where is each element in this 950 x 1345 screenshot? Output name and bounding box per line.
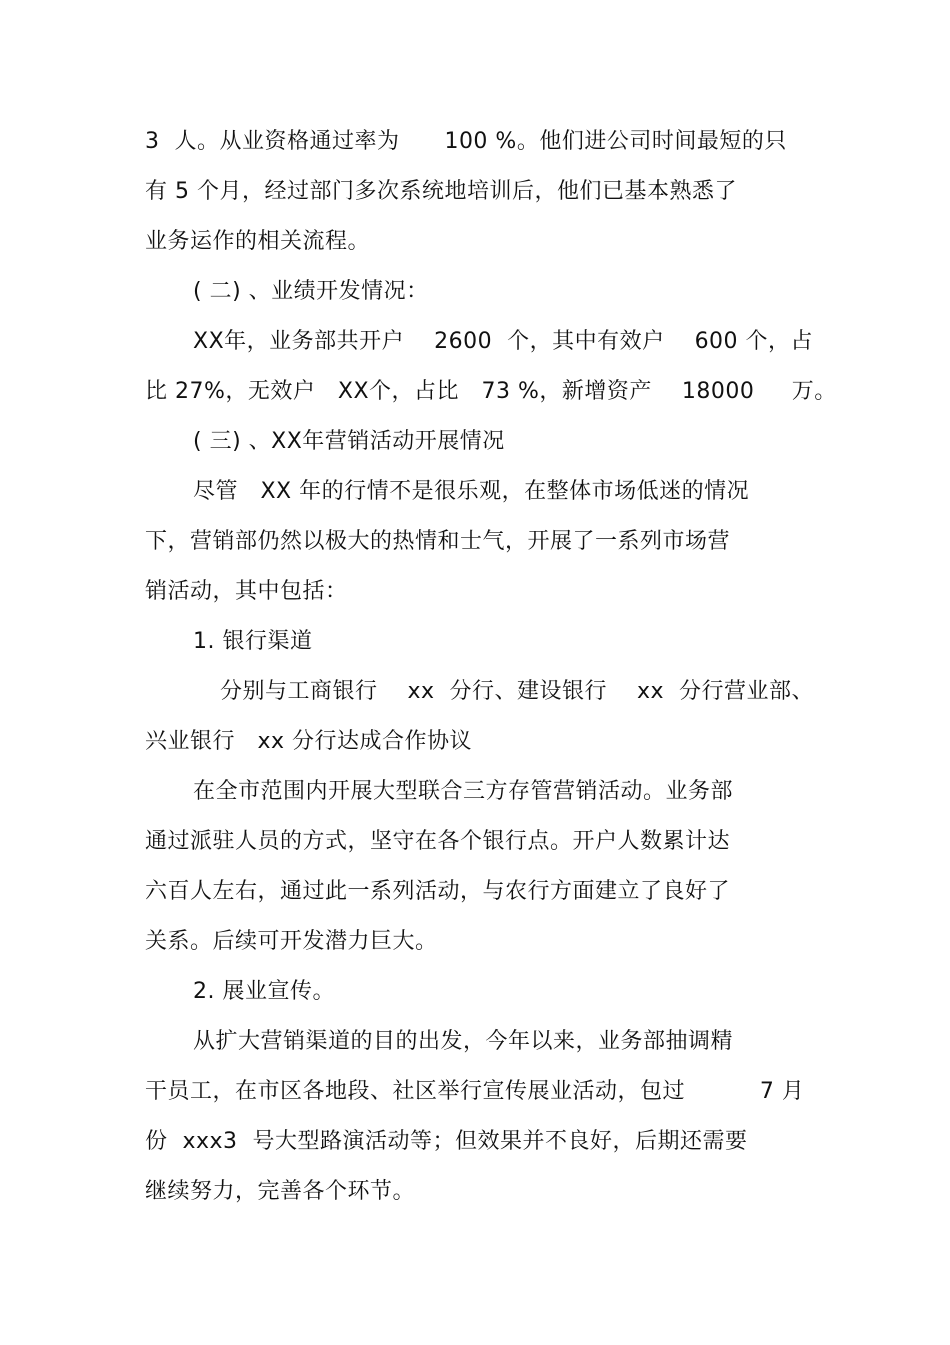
text-line: 业务运作的相关流程。 [145, 229, 371, 254]
text-line: 有 5 个月，经过部门多次系统地培训后，他们已基本熟悉了 [145, 179, 737, 204]
list-heading: 2. 展业宣传。 [193, 979, 335, 1004]
text-line: 在全市范围内开展大型联合三方存管营销活动。业务部 [193, 779, 734, 804]
text-line: 尽管 XX 年的行情不是很乐观，在整体市场低迷的情况 [193, 479, 750, 504]
text-line: XX年，业务部共开户 2600 个，其中有效户 600 个，占 [193, 329, 814, 354]
text-line: 从扩大营销渠道的目的出发，今年以来，业务部抽调精 [193, 1029, 734, 1054]
text-line: 兴业银行 xx 分行达成合作协议 [145, 729, 473, 754]
text-line: 销活动，其中包括： [145, 579, 348, 604]
text-line: 3 人。从业资格通过率为 100 %。他们进公司时间最短的只 [145, 129, 787, 154]
section-heading: ( 三) 、XX年营销活动开展情况 [193, 429, 505, 454]
text-line: 比 27%，无效户 XX个，占比 73 %，新增资产 18000 万。 [145, 379, 837, 404]
text-line: 干员工，在市区各地段、社区举行宣传展业活动，包过 7 月 [145, 1079, 805, 1104]
list-heading: 1. 银行渠道 [193, 629, 313, 654]
text-line: 通过派驻人员的方式，坚守在各个银行点。开户人数累计达 [145, 829, 731, 854]
text-line: 下，营销部仍然以极大的热情和士气，开展了一系列市场营 [145, 529, 731, 554]
section-heading: ( 二) 、业绩开发情况： [193, 279, 429, 304]
text-line: 六百人左右，通过此一系列活动，与农行方面建立了良好了 [145, 879, 731, 904]
text-line: 继续努力，完善各个环节。 [145, 1179, 416, 1204]
text-line: 份 xxx3 号大型路演活动等；但效果并不良好，后期还需要 [145, 1129, 748, 1154]
text-line: 关系。后续可开发潜力巨大。 [145, 929, 438, 954]
text-line: 分别与工商银行 xx 分行、建设银行 xx 分行营业部、 [220, 679, 814, 704]
